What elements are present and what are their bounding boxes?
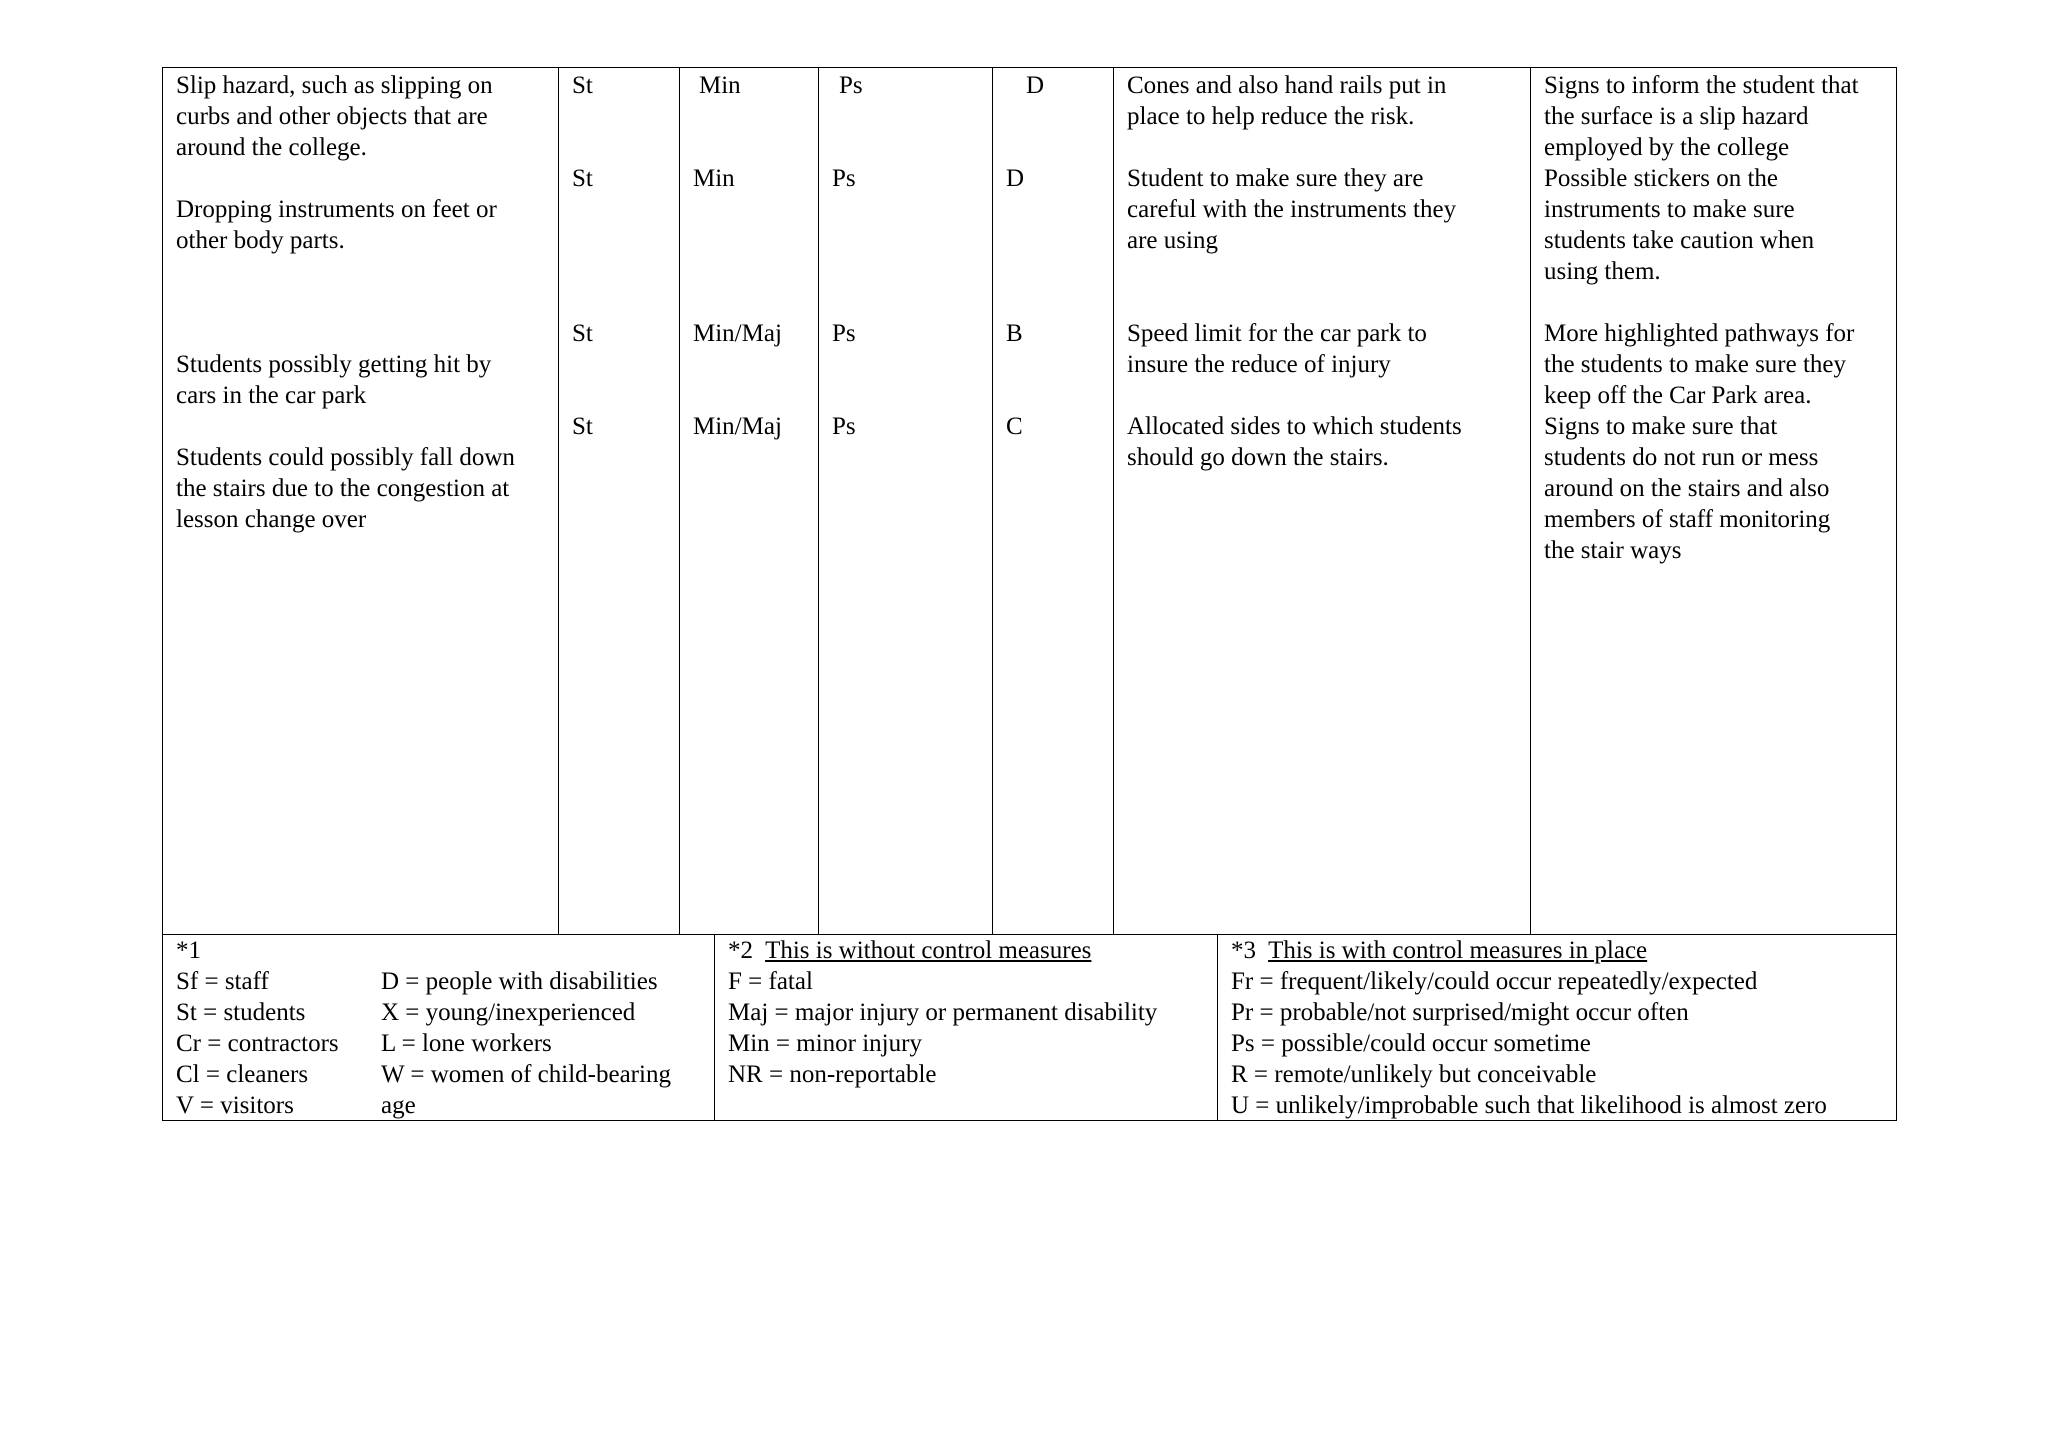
control-3: Speed limit for the car park to insure the reduce of injury <box>1127 320 1427 378</box>
risk-column <box>992 68 1113 934</box>
who-3: St <box>572 320 593 347</box>
legend-severity-item: F = fatal <box>728 968 813 995</box>
legend-likelihood-marker: *3 <box>1231 937 1256 964</box>
legend-severity-item: NR = non-reportable <box>728 1061 937 1088</box>
control-4: Allocated sides to which students should go down the stairs. <box>1127 413 1462 471</box>
risk-3: B <box>1006 320 1023 347</box>
severity-1: Min <box>699 72 741 99</box>
legend-severity-item: Maj = major injury or permanent disability <box>728 999 1158 1026</box>
severity-4: Min/Maj <box>693 413 782 440</box>
hazard-4: Students could possibly fall down the stairs due to the congestion at lesson change over <box>176 444 515 533</box>
legend-severity-item: Min = minor injury <box>728 1030 922 1057</box>
likelihood-4: Ps <box>832 413 856 440</box>
risk-4: C <box>1006 413 1023 440</box>
likelihood-3: Ps <box>832 320 856 347</box>
legend-who-heading: *1 <box>176 937 201 964</box>
legend-likelihood <box>1217 935 1898 1120</box>
legend-who-item: L = lone workers <box>381 1030 552 1057</box>
risk-1: D <box>1026 72 1045 99</box>
who-1: St <box>572 72 593 99</box>
severity-3: Min/Maj <box>693 320 782 347</box>
hazard-column <box>163 68 558 934</box>
legend-severity <box>714 935 1217 1120</box>
legend-likelihood-title: This is with control measures in place <box>1268 937 1648 964</box>
legend-who-item: age <box>381 1092 416 1119</box>
risk-assessment-table <box>162 67 1897 935</box>
legend-who-item: St = students <box>176 999 306 1026</box>
who-4: St <box>572 413 593 440</box>
hazard-3: Students possibly getting hit by cars in the car park <box>176 351 492 409</box>
likelihood-1: Ps <box>839 72 863 99</box>
hazard-1: Slip hazard, such as slipping on curbs and other objects that are around the college. <box>176 72 493 161</box>
legend-who-item: X = young/inexperienced <box>381 999 636 1026</box>
legend-likelihood-item: Ps = possible/could occur sometime <box>1231 1030 1591 1057</box>
legend-severity-heading <box>728 935 1091 966</box>
severity-2: Min <box>693 165 735 192</box>
legend-likelihood-item: Pr = probable/not surprised/might occur often <box>1231 999 1689 1026</box>
legend-who <box>163 935 714 1120</box>
likelihood-column <box>818 68 992 934</box>
legend-likelihood-heading <box>1231 935 1647 966</box>
legend-likelihood-item: Fr = frequent/likely/could occur repeatedly/expected <box>1231 968 1758 995</box>
legend-severity-marker: *2 <box>728 937 753 964</box>
likelihood-2: Ps <box>832 165 856 192</box>
legend-who-item: Cr = contractors <box>176 1030 339 1057</box>
control-2: Student to make sure they are careful with the instruments they are using <box>1127 165 1457 254</box>
legend-who-item: V = visitors <box>176 1092 294 1119</box>
legend-likelihood-item: R = remote/unlikely but conceivable <box>1231 1061 1597 1088</box>
legend-who-item: W = women of child-bearing <box>381 1061 671 1088</box>
control-1: Cones and also hand rails put in place to help reduce the risk. <box>1127 72 1447 130</box>
legend-table <box>162 934 1897 1121</box>
legend-who-item: Cl = cleaners <box>176 1061 309 1088</box>
legend-severity-title: This is without control measures <box>765 937 1092 964</box>
controls-column <box>1113 68 1530 934</box>
who-2: St <box>572 165 593 192</box>
further-measures-text: Signs to inform the student that the surface is a slip hazard employed by the college Possible stickers on the instruments to make sure students take caution when using them. More highlighted pathways for the students to make sure they keep off the Car Park area. Signs to make sure that students do not run or mess around on the stairs and also members of staff monitoring the stair ways <box>1544 72 1859 564</box>
who-column <box>558 68 679 934</box>
further-measures-column <box>1530 68 1898 934</box>
legend-who-item: D = people with disabilities <box>381 968 658 995</box>
legend-likelihood-item: U = unlikely/improbable such that likelihood is almost zero <box>1231 1092 1827 1119</box>
severity-column <box>679 68 818 934</box>
hazard-2: Dropping instruments on feet or other body parts. <box>176 196 497 254</box>
risk-2: D <box>1006 165 1025 192</box>
legend-who-item: Sf = staff <box>176 968 269 995</box>
